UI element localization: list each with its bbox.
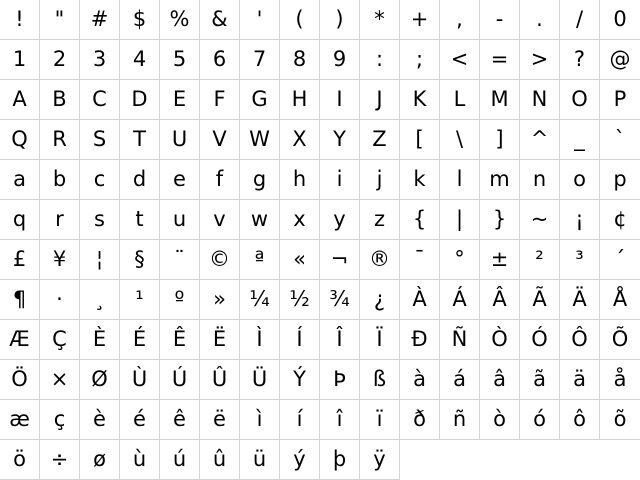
glyph-cell[interactable]: B [40, 80, 80, 120]
glyph-cell[interactable]: Ñ [440, 320, 480, 360]
glyph-cell[interactable]: M [480, 80, 520, 120]
glyph-cell[interactable]: ³ [560, 240, 600, 280]
glyph-cell[interactable]: . [520, 0, 560, 40]
glyph-cell[interactable]: ø [80, 440, 120, 480]
glyph-cell[interactable]: t [120, 200, 160, 240]
glyph-cell[interactable]: E [160, 80, 200, 120]
glyph-cell[interactable]: s [80, 200, 120, 240]
glyph-cell[interactable]: Â [480, 280, 520, 320]
glyph-cell[interactable]: C [80, 80, 120, 120]
glyph-cell[interactable]: é [120, 400, 160, 440]
glyph-cell[interactable]: ß [360, 360, 400, 400]
glyph-cell[interactable]: i [320, 160, 360, 200]
glyph-cell[interactable]: V [200, 120, 240, 160]
glyph-cell[interactable]: À [400, 280, 440, 320]
glyph-cell[interactable]: § [120, 240, 160, 280]
glyph-cell[interactable]: ä [560, 360, 600, 400]
glyph-cell[interactable]: à [400, 360, 440, 400]
glyph-cell[interactable]: ® [360, 240, 400, 280]
glyph-cell[interactable]: © [200, 240, 240, 280]
glyph-cell[interactable]: a [0, 160, 40, 200]
glyph-cell[interactable]: : [360, 40, 400, 80]
glyph-cell[interactable]: F [200, 80, 240, 120]
glyph-cell[interactable]: Ä [560, 280, 600, 320]
glyph-cell-empty [560, 440, 600, 480]
glyph-cell[interactable]: æ [0, 400, 40, 440]
glyph-cell[interactable]: ¼ [240, 280, 280, 320]
glyph-cell[interactable]: 6 [200, 40, 240, 80]
glyph-cell[interactable]: × [40, 360, 80, 400]
glyph-cell[interactable]: ò [480, 400, 520, 440]
glyph-cell[interactable]: ¬ [320, 240, 360, 280]
glyph-cell[interactable]: | [440, 200, 480, 240]
glyph-cell[interactable]: [ [400, 120, 440, 160]
glyph-cell[interactable]: Ê [160, 320, 200, 360]
glyph-cell[interactable]: > [520, 40, 560, 80]
glyph-cell[interactable]: 5 [160, 40, 200, 80]
glyph-cell[interactable]: f [200, 160, 240, 200]
glyph-cell[interactable]: ô [560, 400, 600, 440]
glyph-cell-empty [480, 440, 520, 480]
glyph-cell[interactable]: @ [600, 40, 640, 80]
glyph-cell[interactable]: T [120, 120, 160, 160]
glyph-cell[interactable]: ² [520, 240, 560, 280]
glyph-cell[interactable]: 9 [320, 40, 360, 80]
glyph-cell[interactable]: Ù [120, 360, 160, 400]
glyph-cell[interactable]: ? [560, 40, 600, 80]
glyph-cell[interactable]: 1 [0, 40, 40, 80]
glyph-cell[interactable]: r [40, 200, 80, 240]
glyph-cell[interactable]: k [400, 160, 440, 200]
glyph-cell[interactable]: % [160, 0, 200, 40]
glyph-cell[interactable]: ¥ [40, 240, 80, 280]
glyph-cell[interactable]: ç [40, 400, 80, 440]
glyph-cell[interactable]: « [280, 240, 320, 280]
glyph-cell[interactable]: ü [240, 440, 280, 480]
glyph-cell[interactable]: £ [0, 240, 40, 280]
glyph-cell[interactable]: 8 [280, 40, 320, 80]
glyph-cell[interactable]: ´ [600, 240, 640, 280]
glyph-cell-empty [440, 440, 480, 480]
glyph-cell[interactable]: W [240, 120, 280, 160]
glyph-cell[interactable]: & [200, 0, 240, 40]
glyph-cell[interactable]: Ì [240, 320, 280, 360]
glyph-cell[interactable]: y [320, 200, 360, 240]
glyph-cell[interactable]: Ç [40, 320, 80, 360]
glyph-cell[interactable]: b [40, 160, 80, 200]
glyph-cell[interactable]: w [240, 200, 280, 240]
glyph-cell[interactable]: n [520, 160, 560, 200]
glyph-cell[interactable]: û [200, 440, 240, 480]
glyph-cell[interactable]: ÷ [40, 440, 80, 480]
glyph-cell[interactable]: ¾ [320, 280, 360, 320]
glyph-cell[interactable]: ð [400, 400, 440, 440]
glyph-cell[interactable]: Û [200, 360, 240, 400]
glyph-cell[interactable]: î [320, 400, 360, 440]
glyph-cell[interactable]: â [480, 360, 520, 400]
glyph-cell[interactable]: õ [600, 400, 640, 440]
glyph-cell[interactable]: ï [360, 400, 400, 440]
glyph-cell[interactable]: g [240, 160, 280, 200]
glyph-cell[interactable]: G [240, 80, 280, 120]
glyph-cell[interactable]: Þ [320, 360, 360, 400]
glyph-cell[interactable]: è [80, 400, 120, 440]
glyph-cell[interactable]: ( [280, 0, 320, 40]
glyph-cell[interactable]: m [480, 160, 520, 200]
glyph-cell[interactable]: I [320, 80, 360, 120]
glyph-cell[interactable]: R [40, 120, 80, 160]
glyph-cell[interactable]: ` [600, 120, 640, 160]
glyph-cell[interactable]: ] [480, 120, 520, 160]
glyph-cell[interactable]: * [360, 0, 400, 40]
glyph-cell[interactable]: ã [520, 360, 560, 400]
glyph-cell[interactable]: É [120, 320, 160, 360]
glyph-cell[interactable]: ù [120, 440, 160, 480]
glyph-cell[interactable]: ë [200, 400, 240, 440]
glyph-cell[interactable]: ' [240, 0, 280, 40]
glyph-cell[interactable]: · [40, 280, 80, 320]
glyph-cell[interactable]: Ø [80, 360, 120, 400]
glyph-cell[interactable]: Ï [360, 320, 400, 360]
glyph-cell[interactable]: 0 [600, 0, 640, 40]
glyph-cell[interactable]: Æ [0, 320, 40, 360]
glyph-cell[interactable]: Ò [480, 320, 520, 360]
glyph-cell[interactable]: A [0, 80, 40, 120]
glyph-cell[interactable]: p [600, 160, 640, 200]
glyph-cell[interactable]: j [360, 160, 400, 200]
glyph-cell[interactable]: Ü [240, 360, 280, 400]
glyph-cell[interactable]: ± [480, 240, 520, 280]
glyph-cell[interactable]: ^ [520, 120, 560, 160]
glyph-cell[interactable]: í [280, 400, 320, 440]
glyph-cell[interactable]: h [280, 160, 320, 200]
glyph-cell[interactable]: < [440, 40, 480, 80]
glyph-cell[interactable]: ! [0, 0, 40, 40]
glyph-cell[interactable]: # [80, 0, 120, 40]
glyph-cell-empty [600, 440, 640, 480]
glyph-cell[interactable]: ¶ [0, 280, 40, 320]
glyph-cell[interactable]: , [440, 0, 480, 40]
glyph-cell[interactable]: J [360, 80, 400, 120]
glyph-cell[interactable]: v [200, 200, 240, 240]
glyph-cell[interactable]: Ð [400, 320, 440, 360]
glyph-cell[interactable]: Z [360, 120, 400, 160]
glyph-cell[interactable]: ¹ [120, 280, 160, 320]
glyph-cell[interactable]: Å [600, 280, 640, 320]
glyph-cell[interactable]: z [360, 200, 400, 240]
glyph-cell[interactable]: º [160, 280, 200, 320]
glyph-cell[interactable]: K [400, 80, 440, 120]
glyph-cell[interactable]: " [40, 0, 80, 40]
glyph-cell[interactable]: _ [560, 120, 600, 160]
glyph-cell[interactable]: c [80, 160, 120, 200]
glyph-cell[interactable]: ¢ [600, 200, 640, 240]
glyph-cell[interactable]: $ [120, 0, 160, 40]
glyph-cell-empty [520, 440, 560, 480]
glyph-cell[interactable]: q [0, 200, 40, 240]
glyph-cell[interactable]: Ó [520, 320, 560, 360]
glyph-cell[interactable]: { [400, 200, 440, 240]
glyph-cell[interactable]: ¨ [160, 240, 200, 280]
glyph-cell[interactable]: Ö [0, 360, 40, 400]
glyph-cell[interactable]: Ú [160, 360, 200, 400]
glyph-cell[interactable]: þ [320, 440, 360, 480]
glyph-cell[interactable]: ) [320, 0, 360, 40]
glyph-cell[interactable]: N [520, 80, 560, 120]
glyph-cell[interactable]: + [400, 0, 440, 40]
glyph-cell[interactable]: Y [320, 120, 360, 160]
glyph-cell[interactable]: d [120, 160, 160, 200]
glyph-cell[interactable]: ý [280, 440, 320, 480]
glyph-cell[interactable]: ¡ [560, 200, 600, 240]
glyph-cell[interactable]: \ [440, 120, 480, 160]
glyph-cell[interactable]: Ã [520, 280, 560, 320]
glyph-cell[interactable]: ~ [520, 200, 560, 240]
glyph-cell[interactable]: l [440, 160, 480, 200]
glyph-cell[interactable]: o [560, 160, 600, 200]
glyph-cell[interactable]: S [80, 120, 120, 160]
glyph-cell[interactable]: ° [440, 240, 480, 280]
glyph-cell[interactable]: H [280, 80, 320, 120]
glyph-cell[interactable]: Í [280, 320, 320, 360]
glyph-cell[interactable]: » [200, 280, 240, 320]
glyph-cell[interactable]: 7 [240, 40, 280, 80]
glyph-cell[interactable]: P [600, 80, 640, 120]
glyph-cell[interactable]: D [120, 80, 160, 120]
glyph-cell-empty [400, 440, 440, 480]
glyph-cell[interactable]: Ô [560, 320, 600, 360]
glyph-cell[interactable]: ÿ [360, 440, 400, 480]
glyph-cell[interactable]: Q [0, 120, 40, 160]
glyph-cell[interactable]: ú [160, 440, 200, 480]
glyph-cell[interactable]: È [80, 320, 120, 360]
glyph-cell[interactable]: ó [520, 400, 560, 440]
glyph-cell[interactable]: } [480, 200, 520, 240]
glyph-cell[interactable]: Á [440, 280, 480, 320]
glyph-cell[interactable]: 3 [80, 40, 120, 80]
glyph-cell[interactable]: å [600, 360, 640, 400]
glyph-cell[interactable]: ¿ [360, 280, 400, 320]
glyph-cell[interactable]: L [440, 80, 480, 120]
glyph-cell[interactable]: Î [320, 320, 360, 360]
glyph-cell[interactable]: ñ [440, 400, 480, 440]
glyph-cell[interactable]: 2 [40, 40, 80, 80]
glyph-cell[interactable]: O [560, 80, 600, 120]
glyph-cell[interactable]: Ë [200, 320, 240, 360]
glyph-cell[interactable]: ª [240, 240, 280, 280]
glyph-cell[interactable]: ¯ [400, 240, 440, 280]
glyph-cell[interactable]: ; [400, 40, 440, 80]
glyph-cell[interactable]: / [560, 0, 600, 40]
glyph-cell[interactable]: u [160, 200, 200, 240]
glyph-cell[interactable]: - [480, 0, 520, 40]
glyph-cell[interactable]: Ý [280, 360, 320, 400]
glyph-cell[interactable]: ö [0, 440, 40, 480]
glyph-cell[interactable]: = [480, 40, 520, 80]
glyph-cell[interactable]: ¸ [80, 280, 120, 320]
glyph-cell[interactable]: Õ [600, 320, 640, 360]
glyph-cell[interactable]: 4 [120, 40, 160, 80]
glyph-cell[interactable]: ì [240, 400, 280, 440]
glyph-cell[interactable]: e [160, 160, 200, 200]
glyph-cell[interactable]: ê [160, 400, 200, 440]
glyph-cell[interactable]: ½ [280, 280, 320, 320]
glyph-cell[interactable]: ¦ [80, 240, 120, 280]
glyph-cell[interactable]: X [280, 120, 320, 160]
glyph-cell[interactable]: U [160, 120, 200, 160]
glyph-cell[interactable]: á [440, 360, 480, 400]
glyph-cell[interactable]: x [280, 200, 320, 240]
